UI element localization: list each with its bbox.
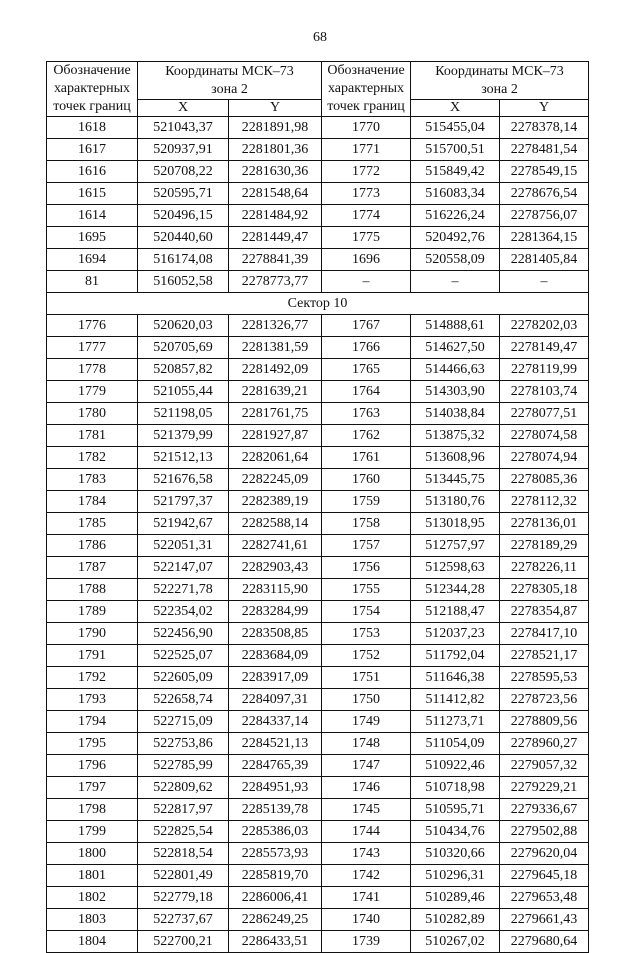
- x-right: 510296,31: [411, 865, 500, 887]
- x-right: 510282,89: [411, 909, 500, 931]
- y-left: 2282903,43: [229, 557, 322, 579]
- table-row: [47, 425, 589, 447]
- table-row: [47, 689, 589, 711]
- y-left: 2281801,36: [229, 139, 322, 161]
- point-id-right: 1741: [322, 887, 411, 909]
- x-left: 522825,54: [138, 821, 229, 843]
- x-left: 521797,37: [138, 491, 229, 513]
- y-left: 2281492,09: [229, 359, 322, 381]
- x-left: 522801,49: [138, 865, 229, 887]
- point-id-right: 1751: [322, 667, 411, 689]
- sector-label: Сектор 10: [47, 293, 589, 315]
- point-id-right: 1756: [322, 557, 411, 579]
- y-right: 2278149,47: [500, 337, 589, 359]
- x-right: 510434,76: [411, 821, 500, 843]
- y-right: 2278960,27: [500, 733, 589, 755]
- table-row: [47, 865, 589, 887]
- x-right: 512188,47: [411, 601, 500, 623]
- y-right: 2278595,53: [500, 667, 589, 689]
- x-left: 522456,90: [138, 623, 229, 645]
- x-right: 512037,23: [411, 623, 500, 645]
- x-right: 516083,34: [411, 183, 500, 205]
- y-left: 2283115,90: [229, 579, 322, 601]
- point-id-right: 1772: [322, 161, 411, 183]
- y-right: 2278305,18: [500, 579, 589, 601]
- x-left: 522147,07: [138, 557, 229, 579]
- point-id-right: –: [322, 271, 411, 293]
- table-row: [47, 139, 589, 161]
- designation-line-2: характерных: [327, 81, 405, 96]
- point-id-left: 1794: [47, 711, 138, 733]
- x-right: 514038,84: [411, 403, 500, 425]
- y-left: 2282588,14: [229, 513, 322, 535]
- table-row: [47, 843, 589, 865]
- y-left: 2281927,87: [229, 425, 322, 447]
- y-left: 2285139,78: [229, 799, 322, 821]
- table-row: [47, 359, 589, 381]
- x-left: 522605,09: [138, 667, 229, 689]
- table-row: [47, 117, 589, 139]
- y-left: 2284765,39: [229, 755, 322, 777]
- point-id-right: 1767: [322, 315, 411, 337]
- designation-line-2: характерных: [53, 81, 131, 96]
- y-right: 2278136,01: [500, 513, 589, 535]
- designation-line-3: точек границ: [53, 99, 131, 114]
- x-right: 515700,51: [411, 139, 500, 161]
- table-row: [47, 557, 589, 579]
- table-body-top: [47, 117, 589, 293]
- x-right: 510320,66: [411, 843, 500, 865]
- x-left: 522700,21: [138, 931, 229, 953]
- point-id-left: 1776: [47, 315, 138, 337]
- x-left: 522737,67: [138, 909, 229, 931]
- y-right: 2279680,64: [500, 931, 589, 953]
- y-left: 2278773,77: [229, 271, 322, 293]
- point-id-right: 1771: [322, 139, 411, 161]
- y-right: 2278074,94: [500, 447, 589, 469]
- x-right: –: [411, 271, 500, 293]
- y-left: 2282245,09: [229, 469, 322, 491]
- point-id-right: 1696: [322, 249, 411, 271]
- table-row: [47, 931, 589, 953]
- x-left: 521942,67: [138, 513, 229, 535]
- point-id-left: 1796: [47, 755, 138, 777]
- page-number: 68: [313, 30, 327, 45]
- table-body-bottom: [47, 315, 589, 953]
- point-id-left: 1804: [47, 931, 138, 953]
- x-left: 522354,02: [138, 601, 229, 623]
- point-id-left: 1799: [47, 821, 138, 843]
- y-left: 2283684,09: [229, 645, 322, 667]
- table-row: [47, 491, 589, 513]
- table-row: [47, 513, 589, 535]
- point-id-right: 1750: [322, 689, 411, 711]
- y-right: 2279620,04: [500, 843, 589, 865]
- point-id-right: 1760: [322, 469, 411, 491]
- y-left: 2283284,99: [229, 601, 322, 623]
- y-left: 2286006,41: [229, 887, 322, 909]
- y-left: 2281326,77: [229, 315, 322, 337]
- x-left: 522818,54: [138, 843, 229, 865]
- x-header-left: X: [138, 100, 229, 117]
- y-header-left: Y: [229, 100, 322, 117]
- point-id-left: 1784: [47, 491, 138, 513]
- designation-header-right: [322, 62, 411, 117]
- table-row: [47, 887, 589, 909]
- table-row: [47, 579, 589, 601]
- point-id-left: 1800: [47, 843, 138, 865]
- coords-header-right: [411, 62, 589, 100]
- y-right: 2279653,48: [500, 887, 589, 909]
- y-right: 2278103,74: [500, 381, 589, 403]
- point-id-right: 1757: [322, 535, 411, 557]
- x-right: 511792,04: [411, 645, 500, 667]
- table-row: [47, 645, 589, 667]
- point-id-right: 1742: [322, 865, 411, 887]
- x-left: 520620,03: [138, 315, 229, 337]
- y-right: 2279502,88: [500, 821, 589, 843]
- point-id-right: 1755: [322, 579, 411, 601]
- x-right: 510267,02: [411, 931, 500, 953]
- point-id-right: 1744: [322, 821, 411, 843]
- point-id-right: 1747: [322, 755, 411, 777]
- y-left: 2284951,93: [229, 777, 322, 799]
- designation-line-1: Обозначение: [327, 63, 405, 78]
- y-header-right: Y: [500, 100, 589, 117]
- x-left: 520857,82: [138, 359, 229, 381]
- x-left: 520708,22: [138, 161, 229, 183]
- coords-header-left: [138, 62, 322, 100]
- x-left: 522051,31: [138, 535, 229, 557]
- y-right: 2278809,56: [500, 711, 589, 733]
- table-row: [47, 161, 589, 183]
- table-row: [47, 623, 589, 645]
- y-left: 2285819,70: [229, 865, 322, 887]
- point-id-left: 1785: [47, 513, 138, 535]
- y-right: 2278549,15: [500, 161, 589, 183]
- point-id-right: 1745: [322, 799, 411, 821]
- point-id-left: 1792: [47, 667, 138, 689]
- y-left: 2286249,25: [229, 909, 322, 931]
- point-id-right: 1761: [322, 447, 411, 469]
- y-left: 2282741,61: [229, 535, 322, 557]
- point-id-right: 1740: [322, 909, 411, 931]
- x-left: 522715,09: [138, 711, 229, 733]
- y-left: 2281891,98: [229, 117, 322, 139]
- y-left: 2281381,59: [229, 337, 322, 359]
- point-id-left: 1614: [47, 205, 138, 227]
- x-header-right: X: [411, 100, 500, 117]
- x-right: 510595,71: [411, 799, 500, 821]
- y-left: 2281761,75: [229, 403, 322, 425]
- y-left: 2285573,93: [229, 843, 322, 865]
- y-right: 2278521,17: [500, 645, 589, 667]
- x-right: 510922,46: [411, 755, 500, 777]
- coords-line-1: Координаты МСК–73: [435, 63, 564, 79]
- table-row: [47, 205, 589, 227]
- coords-line-2: зона 2: [481, 81, 518, 97]
- table-row: [47, 183, 589, 205]
- coords-line-2: зона 2: [211, 81, 248, 97]
- point-id-left: 1790: [47, 623, 138, 645]
- point-id-left: 1615: [47, 183, 138, 205]
- y-left: 2284521,13: [229, 733, 322, 755]
- point-id-right: 1746: [322, 777, 411, 799]
- y-left: 2284097,31: [229, 689, 322, 711]
- table-row: [47, 315, 589, 337]
- point-id-left: 1788: [47, 579, 138, 601]
- point-id-right: 1758: [322, 513, 411, 535]
- table-row: [47, 909, 589, 931]
- point-id-left: 1786: [47, 535, 138, 557]
- x-left: 522658,74: [138, 689, 229, 711]
- y-right: 2278077,51: [500, 403, 589, 425]
- x-left: 522809,62: [138, 777, 229, 799]
- point-id-right: 1743: [322, 843, 411, 865]
- table-row: [47, 403, 589, 425]
- x-right: 512598,63: [411, 557, 500, 579]
- x-right: 511646,38: [411, 667, 500, 689]
- coordinates-table: [46, 61, 589, 953]
- point-id-left: 1797: [47, 777, 138, 799]
- x-right: 513180,76: [411, 491, 500, 513]
- x-right: 512344,28: [411, 579, 500, 601]
- x-right: 514466,63: [411, 359, 500, 381]
- table-row: [47, 601, 589, 623]
- x-left: 520937,91: [138, 139, 229, 161]
- table-row: [47, 337, 589, 359]
- table-row: [47, 821, 589, 843]
- table-row: [47, 755, 589, 777]
- x-left: 520440,60: [138, 227, 229, 249]
- x-right: 511054,09: [411, 733, 500, 755]
- point-id-right: 1765: [322, 359, 411, 381]
- point-id-right: 1754: [322, 601, 411, 623]
- x-right: 515849,42: [411, 161, 500, 183]
- y-left: 2281630,36: [229, 161, 322, 183]
- x-left: 522785,99: [138, 755, 229, 777]
- point-id-right: 1766: [322, 337, 411, 359]
- designation-line-3: точек границ: [327, 99, 405, 114]
- table-row: [47, 733, 589, 755]
- point-id-left: 1780: [47, 403, 138, 425]
- x-left: 522779,18: [138, 887, 229, 909]
- y-right: 2278112,32: [500, 491, 589, 513]
- y-right: 2278226,11: [500, 557, 589, 579]
- y-right: 2279057,32: [500, 755, 589, 777]
- x-right: 511412,82: [411, 689, 500, 711]
- point-id-right: 1775: [322, 227, 411, 249]
- point-id-left: 1802: [47, 887, 138, 909]
- point-id-left: 1791: [47, 645, 138, 667]
- point-id-left: 81: [47, 271, 138, 293]
- y-left: 2283917,09: [229, 667, 322, 689]
- point-id-right: 1770: [322, 117, 411, 139]
- x-right: 513445,75: [411, 469, 500, 491]
- y-left: 2281548,64: [229, 183, 322, 205]
- point-id-left: 1793: [47, 689, 138, 711]
- table-row: [47, 227, 589, 249]
- table-row: [47, 777, 589, 799]
- y-right: 2278074,58: [500, 425, 589, 447]
- point-id-left: 1795: [47, 733, 138, 755]
- point-id-left: 1798: [47, 799, 138, 821]
- x-right: 513875,32: [411, 425, 500, 447]
- y-left: 2281639,21: [229, 381, 322, 403]
- point-id-right: 1763: [322, 403, 411, 425]
- point-id-left: 1781: [47, 425, 138, 447]
- y-right: 2278676,54: [500, 183, 589, 205]
- point-id-left: 1695: [47, 227, 138, 249]
- point-id-right: 1762: [322, 425, 411, 447]
- table-row: [47, 711, 589, 733]
- point-id-left: 1787: [47, 557, 138, 579]
- point-id-right: 1749: [322, 711, 411, 733]
- coords-line-1: Координаты МСК–73: [165, 63, 294, 79]
- x-left: 522753,86: [138, 733, 229, 755]
- y-left: 2286433,51: [229, 931, 322, 953]
- point-id-left: 1777: [47, 337, 138, 359]
- x-left: 520595,71: [138, 183, 229, 205]
- y-left: 2285386,03: [229, 821, 322, 843]
- x-left: 521512,13: [138, 447, 229, 469]
- y-left: 2281449,47: [229, 227, 322, 249]
- y-right: 2279336,67: [500, 799, 589, 821]
- x-left: 522525,07: [138, 645, 229, 667]
- point-id-left: 1618: [47, 117, 138, 139]
- point-id-left: 1803: [47, 909, 138, 931]
- x-right: 510718,98: [411, 777, 500, 799]
- y-left: 2284337,14: [229, 711, 322, 733]
- sector-row-group: [47, 293, 589, 315]
- point-id-right: 1759: [322, 491, 411, 513]
- y-right: 2278481,54: [500, 139, 589, 161]
- table-row: [47, 381, 589, 403]
- x-right: 515455,04: [411, 117, 500, 139]
- point-id-right: 1739: [322, 931, 411, 953]
- y-left: 2282389,19: [229, 491, 322, 513]
- x-right: 520492,76: [411, 227, 500, 249]
- table-row: [47, 249, 589, 271]
- table-row: [47, 535, 589, 557]
- y-right: 2278723,56: [500, 689, 589, 711]
- designation-header-left: [47, 62, 138, 117]
- y-right: –: [500, 271, 589, 293]
- point-id-right: 1773: [322, 183, 411, 205]
- point-id-right: 1752: [322, 645, 411, 667]
- x-right: 514303,90: [411, 381, 500, 403]
- y-right: 2278119,99: [500, 359, 589, 381]
- table-row: [47, 271, 589, 293]
- x-left: 516174,08: [138, 249, 229, 271]
- table-row: [47, 469, 589, 491]
- x-right: 514888,61: [411, 315, 500, 337]
- x-left: 521676,58: [138, 469, 229, 491]
- designation-line-1: Обозначение: [53, 63, 131, 78]
- y-right: 2279229,21: [500, 777, 589, 799]
- y-right: 2278189,29: [500, 535, 589, 557]
- y-right: 2278202,03: [500, 315, 589, 337]
- x-left: 521379,99: [138, 425, 229, 447]
- x-right: 510289,46: [411, 887, 500, 909]
- y-left: 2281484,92: [229, 205, 322, 227]
- y-left: 2278841,39: [229, 249, 322, 271]
- y-right: 2278417,10: [500, 623, 589, 645]
- x-right: 516226,24: [411, 205, 500, 227]
- y-right: 2278378,14: [500, 117, 589, 139]
- x-right: 511273,71: [411, 711, 500, 733]
- table-row: [47, 447, 589, 469]
- point-id-left: 1779: [47, 381, 138, 403]
- x-right: 512757,97: [411, 535, 500, 557]
- sector-row: [47, 293, 589, 315]
- x-left: 521043,37: [138, 117, 229, 139]
- point-id-left: 1783: [47, 469, 138, 491]
- y-right: 2281364,15: [500, 227, 589, 249]
- table-row: [47, 667, 589, 689]
- x-left: 520705,69: [138, 337, 229, 359]
- point-id-right: 1748: [322, 733, 411, 755]
- y-right: 2279661,43: [500, 909, 589, 931]
- y-right: 2281405,84: [500, 249, 589, 271]
- point-id-left: 1617: [47, 139, 138, 161]
- point-id-right: 1764: [322, 381, 411, 403]
- point-id-left: 1789: [47, 601, 138, 623]
- x-right: 514627,50: [411, 337, 500, 359]
- y-right: 2278354,87: [500, 601, 589, 623]
- x-right: 513608,96: [411, 447, 500, 469]
- point-id-left: 1801: [47, 865, 138, 887]
- y-right: 2278085,36: [500, 469, 589, 491]
- point-id-left: 1782: [47, 447, 138, 469]
- y-right: 2279645,18: [500, 865, 589, 887]
- table-row: [47, 799, 589, 821]
- x-left: 520496,15: [138, 205, 229, 227]
- x-left: 516052,58: [138, 271, 229, 293]
- point-id-right: 1753: [322, 623, 411, 645]
- y-right: 2278756,07: [500, 205, 589, 227]
- point-id-left: 1616: [47, 161, 138, 183]
- point-id-right: 1774: [322, 205, 411, 227]
- y-left: 2283508,85: [229, 623, 322, 645]
- point-id-left: 1778: [47, 359, 138, 381]
- point-id-left: 1694: [47, 249, 138, 271]
- x-right: 513018,95: [411, 513, 500, 535]
- x-left: 521198,05: [138, 403, 229, 425]
- table-header: [47, 62, 589, 117]
- y-left: 2282061,64: [229, 447, 322, 469]
- x-left: 521055,44: [138, 381, 229, 403]
- x-left: 522817,97: [138, 799, 229, 821]
- x-left: 522271,78: [138, 579, 229, 601]
- x-right: 520558,09: [411, 249, 500, 271]
